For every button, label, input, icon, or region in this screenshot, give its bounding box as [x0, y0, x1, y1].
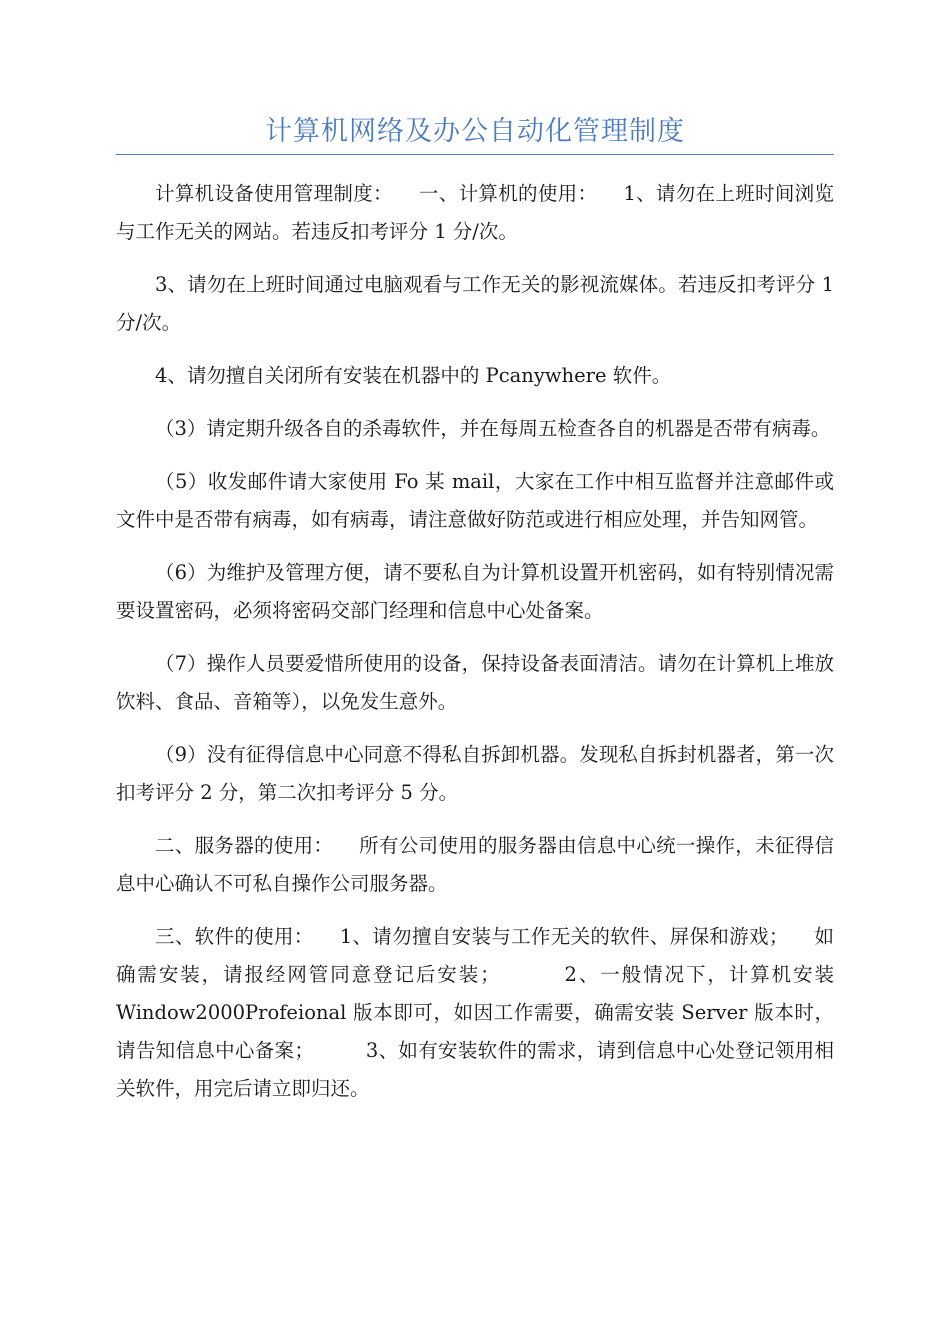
paragraph-care-rule: （7）操作人员要爱惜所使用的设备，保持设备表面清洁。请勿在计算机上堆放饮料、食品、音箱等），以免发生意外。: [116, 652, 834, 713]
paragraph-disassembly-rule: （9）没有征得信息中心同意不得私自拆卸机器。发现私自拆封机器者，第一次扣考评分 2 分，第二次扣考评分 5 分。: [116, 743, 834, 804]
paragraph-antivirus-rule: （3）请定期升级各自的杀毒软件，并在每周五检查各自的机器是否带有病毒。: [155, 417, 831, 440]
paragraph-media-rule: 3、请勿在上班时间通过电脑观看与工作无关的影视流媒体。若违反扣考评分 1 分/次。: [116, 273, 841, 334]
paragraph-password-rule: （6）为维护及管理方便，请不要私自为计算机设置开机密码，如有特别情况需要设置密码，必须将密码交部门经理和信息中心处备案。: [116, 561, 834, 622]
document-body: [116, 175, 841, 1123]
paragraph-server-usage: 二、服务器的使用： 所有公司使用的服务器由信息中心统一操作，未征得信息中心确认不可私自操作公司服务器。: [116, 834, 834, 895]
paragraph-software-usage: 三、软件的使用： 1、请勿擅自安装与工作无关的软件、屏保和游戏； 如确需安装，请报经网管同意登记后安装； 2、一般情况下，计算机安装 Window2000Profeional 版本即可，如因工作需要，确需安装 Server 版本时，请告知信息中心备案； 3、如有安装软件的需求，请到信息中心处登记领用相关软件，用完后请立即归还。: [116, 925, 841, 1100]
paragraph-pcanywhere-rule: 4、请勿擅自关闭所有安装在机器中的 Pcanywhere 软件。: [155, 364, 672, 387]
document-title: 计算机网络及办公自动化管理制度: [265, 116, 685, 147]
paragraph-equipment-rules: 计算机设备使用管理制度： 一、计算机的使用： 1、请勿在上班时间浏览与工作无关的网站。若违反扣考评分 1 分/次。: [116, 182, 834, 243]
title-underline: [116, 154, 834, 155]
paragraph-email-rule: （5）收发邮件请大家使用 Fo 某 mail，大家在工作中相互监督并注意邮件或文件中是否带有病毒，如有病毒，请注意做好防范或进行相应处理，并告知网管。: [116, 470, 834, 531]
